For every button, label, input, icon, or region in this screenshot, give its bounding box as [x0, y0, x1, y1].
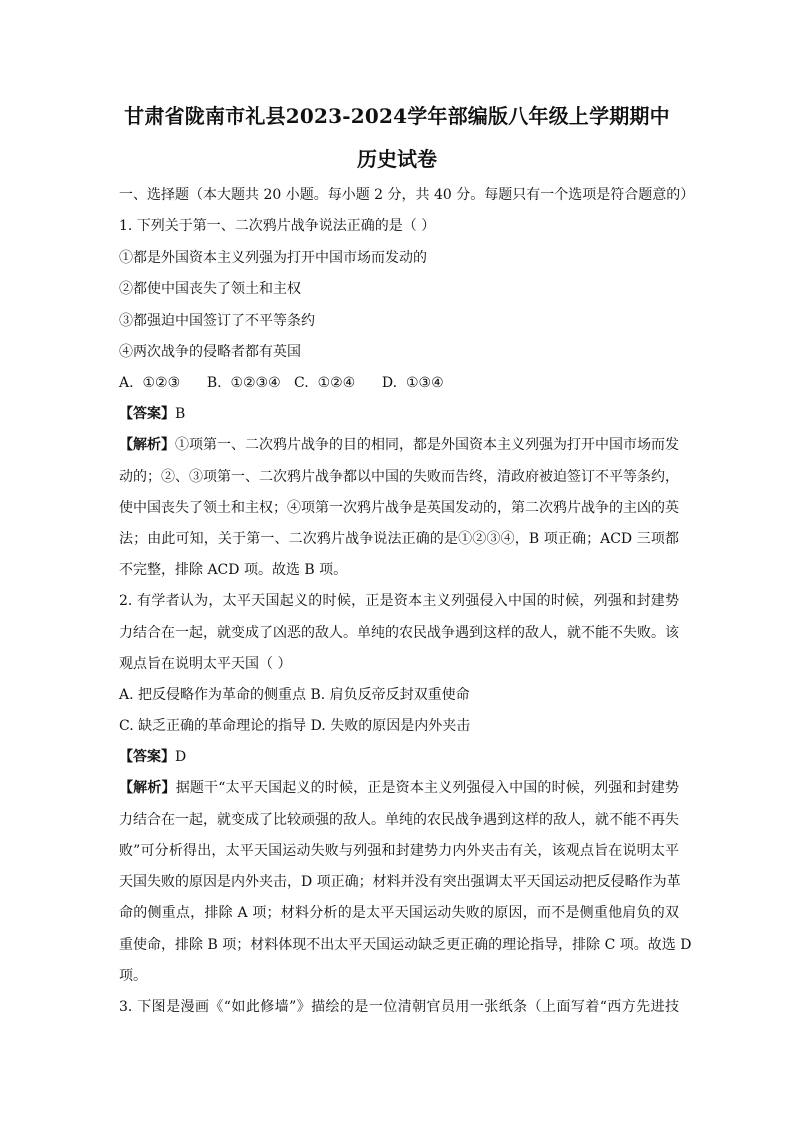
q1-analysis-line-2: 动的；②、③项第一、二次鸦片战争都以中国的失败而告终，清政府被迫签订不平等条约， — [119, 469, 679, 485]
q2-analysis-line-2: 力结合在一起，就变成了比较顽强的敌人。单纯的农民战争遇到这样的敌人，就不能不再失 — [119, 812, 679, 828]
q2-analysis-line-4: 天国失败的原因是内外夹击，D 项正确；材料并没有突出强调太平天国运动把反侵略作为革 — [119, 874, 681, 890]
answer-label: 【答案】 — [119, 406, 175, 422]
q2-stem-line-1: 2. 有学者认为，太平天国起义的时候，正是资本主义列强侵入中国的时候，列强和封建势 — [119, 593, 679, 609]
q1-analysis-line-1: 【解析】①项第一、二次鸦片战争的目的相同，都是外国资本主义列强为打开中国市场而发 — [119, 437, 679, 453]
q1-analysis-line-3: 使中国丧失了领土和主权；④项第一次鸦片战争是英国发动的，第二次鸦片战争的主凶的英 — [119, 500, 679, 516]
q1-analysis-line-5: 不完整，排除 ACD 项。故选 B 项。 — [119, 562, 348, 578]
q2-options-line-1: A. 把反侵略作为革命的侧重点 B. 肩负反帝反封双重使命 — [119, 687, 470, 703]
q1-item-1: ①都是外国资本主义列强为打开中国市场而发动的 — [119, 250, 427, 266]
analysis-label: 【解析】 — [119, 437, 175, 453]
q2-stem-line-2: 力结合在一起，就变成了凶恶的敌人。单纯的农民战争遇到这样的敌人，就不能不失败。该 — [119, 625, 679, 641]
q2-analysis-line-1: 【解析】据题干“太平天国起义的时候，正是资本主义列强侵入中国的时候，列强和封建势 — [119, 780, 680, 796]
q2-answer-value: D — [175, 749, 187, 765]
q1-answer — [119, 404, 679, 424]
q1-item-2: ②都使中国丧失了领土和主权 — [119, 281, 301, 297]
q1-item-3: ③都强迫中国签订了不平等条约 — [119, 313, 315, 329]
analysis-label: 【解析】 — [119, 780, 176, 796]
q2-answer — [119, 747, 679, 767]
answer-label: 【答案】 — [119, 749, 175, 765]
section-heading: 一、选择题（本大题共 20 小题。每小题 2 分，共 40 分。每题只有一个选项是符合题意的） — [119, 187, 695, 203]
q1-options: A. ①②③ B. ①②③④ C. ①②④ D. ①③④ — [119, 375, 444, 391]
q2-stem-line-3: 观点旨在说明太平天国（ ） — [119, 656, 292, 672]
q3-stem-line-1: 3. 下图是漫画《“如此修墙”》描绘的是一位清朝官员用一张纸条（上面写着“西方先进技 — [119, 999, 679, 1015]
q1-analysis-line-4: 法；由此可知，关于第一、二次鸦片战争说法正确的是①②③④，B 项正确；ACD 三项都 — [119, 531, 679, 547]
q2-analysis-line-6: 重使命，排除 B 项；材料体现不出太平天国运动缺乏更正确的理论指导，排除 C 项。故选 D — [119, 937, 692, 953]
q1-answer-value: B — [175, 406, 186, 422]
q1-item-4: ④两次战争的侵略者都有英国 — [119, 344, 301, 360]
q2-analysis-line-3: 败”可分析得出，太平天国运动失败与列强和封建势力内外夹击有关，该观点旨在说明太平 — [119, 843, 679, 859]
q2-options-line-2: C. 缺乏正确的革命理论的指导 D. 失败的原因是内外夹击 — [119, 718, 471, 734]
q2-analysis-line-5: 命的侧重点，排除 A 项；材料分析的是太平天国运动失败的原因，而不是侧重他肩负的双 — [119, 905, 679, 921]
exam-title-line1: 甘肃省陇南市礼县2023-2024学年部编版八年级上学期期中 — [124, 104, 670, 128]
q1-stem: 1. 下列关于第一、二次鸦片战争说法正确的是（ ） — [119, 218, 436, 234]
q2-analysis-line-7: 项。 — [119, 968, 147, 984]
exam-title-line2: 历史试卷 — [357, 147, 437, 171]
